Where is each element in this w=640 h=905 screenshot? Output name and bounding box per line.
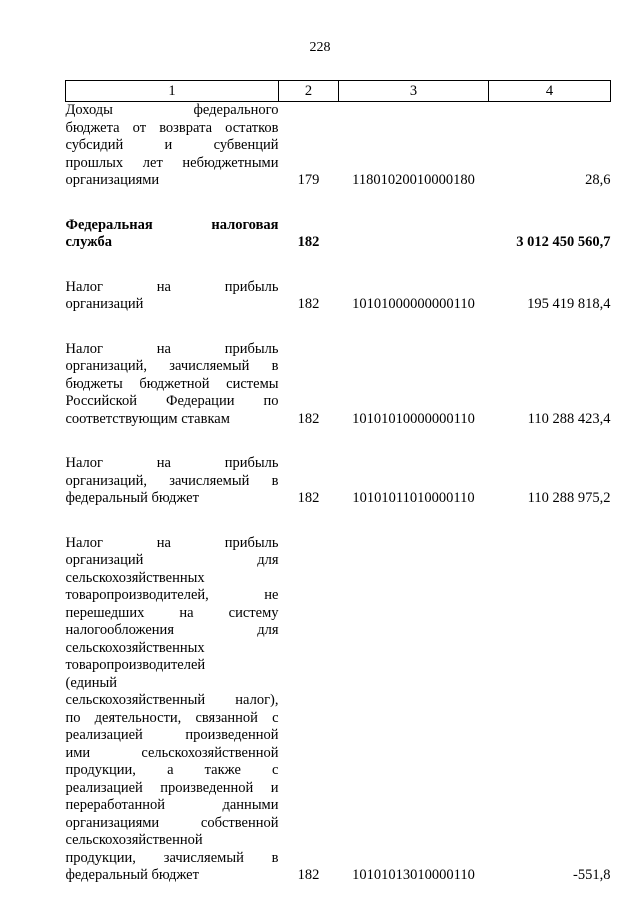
description-line: организациями: [65, 172, 160, 188]
table-row: [66, 102, 611, 190]
description-line: товаропроизводителей: [65, 657, 206, 673]
description-line: организаций для: [65, 552, 279, 568]
amount-value: 110 288 975,2: [527, 490, 611, 506]
amount-value: 3 012 450 560,7: [516, 234, 611, 250]
description-line: организаций, зачисляемый в: [65, 358, 279, 374]
amount-value: 28,6: [585, 172, 611, 188]
description-line: служба: [65, 234, 112, 250]
budget-classification-code: 10101000000000110: [352, 296, 475, 312]
description-line: сельскохозяйственных: [65, 569, 205, 586]
description-line: Доходы федерального: [65, 102, 279, 118]
table-row: [66, 455, 611, 508]
budget-classification-code: 11801020010000180: [352, 172, 475, 188]
description-line: организаций: [65, 296, 144, 312]
description-line: Налог на прибыль: [65, 455, 279, 471]
description-line: федеральный бюджет: [65, 490, 199, 506]
budget-classification-code: 10101010000000110: [352, 410, 475, 427]
description-line: организациями собственной: [65, 814, 279, 831]
description-line: бюджета от возврата остатков: [65, 119, 279, 136]
administrator-code: 182: [297, 867, 320, 883]
table-body: [66, 102, 611, 885]
page-number: 228: [309, 40, 331, 55]
table-row: [66, 217, 611, 252]
row-spacer: [66, 252, 611, 279]
amount-value: 110 288 423,4: [527, 410, 611, 427]
row-spacer: [66, 508, 611, 535]
description-line: (единый: [65, 674, 117, 691]
amount-value: 195 419 818,4: [527, 296, 611, 312]
budget-classification-code: [339, 217, 489, 252]
table-row: [66, 279, 611, 314]
description-line: Налог на прибыль: [65, 278, 279, 295]
description-line: организаций, зачисляемый в: [65, 472, 279, 489]
description-line: Российской Федерации по: [65, 393, 279, 409]
revenue-description: [66, 455, 279, 508]
description-line: сельскохозяйственный налог),: [65, 692, 279, 708]
revenue-description: [66, 535, 279, 885]
description-line: федеральный бюджет: [65, 867, 199, 883]
administrator-code: 182: [297, 410, 320, 427]
column-header-2: 2: [279, 81, 339, 102]
column-header-3: 3: [339, 81, 489, 102]
amount-value: -551,8: [573, 867, 611, 883]
description-line: прошлых лет небюджетными: [65, 154, 279, 171]
revenue-description: [66, 217, 279, 252]
table-row: [66, 535, 611, 885]
description-line: соответствующим ставкам: [65, 410, 230, 427]
description-line: Федеральная налоговая: [65, 216, 279, 233]
description-line: субсидий и субвенций: [65, 137, 279, 153]
description-line: бюджеты бюджетной системы: [65, 375, 279, 392]
description-line: перешедших на систему: [65, 604, 279, 621]
administrator-code: 182: [297, 234, 320, 250]
row-spacer: [66, 190, 611, 217]
budget-revenue-table: [65, 80, 611, 885]
budget-classification-code: 10101011010000110: [352, 490, 475, 506]
description-line: товаропроизводителей, не: [65, 587, 279, 603]
description-line: продукции, зачисляемый в: [65, 849, 279, 866]
administrator-code: 182: [297, 296, 320, 312]
column-header-1: 1: [66, 81, 279, 102]
description-line: сельскохозяйственных: [65, 639, 205, 656]
description-line: Налог на прибыль: [65, 534, 279, 551]
row-spacer: [66, 428, 611, 455]
row-spacer: [66, 314, 611, 341]
description-line: переработанной данными: [65, 797, 279, 813]
table-row: [66, 341, 611, 429]
description-line: Налог на прибыль: [65, 340, 279, 357]
revenue-description: [66, 341, 279, 429]
budget-classification-code: 10101013010000110: [352, 867, 475, 883]
revenue-description: [66, 279, 279, 314]
description-line: продукции, а также с: [65, 762, 279, 778]
description-line: сельскохозяйственной: [65, 832, 203, 848]
description-line: налогообложения для: [65, 622, 279, 638]
description-line: по деятельности, связанной с: [65, 709, 279, 726]
description-line: ими сельскохозяйственной: [65, 744, 279, 761]
revenue-description: [66, 102, 279, 190]
administrator-code: 182: [297, 490, 320, 506]
administrator-code: 179: [297, 172, 320, 188]
table-header-row: [66, 81, 611, 102]
column-header-4: 4: [489, 81, 611, 102]
description-line: реализацией произведенной: [65, 727, 279, 743]
description-line: реализацией произведенной и: [65, 779, 279, 796]
